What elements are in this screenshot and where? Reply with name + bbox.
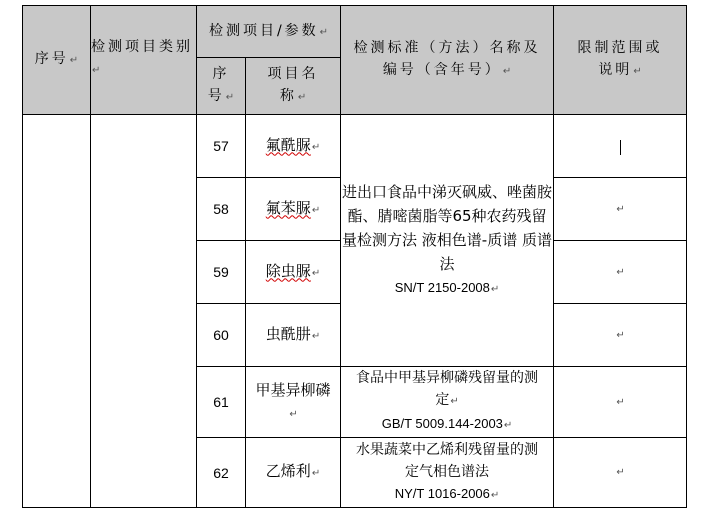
text-cursor [620,140,621,155]
limit-cell[interactable]: ↵ [554,367,687,438]
header-item-no: 序号↵ [197,58,246,115]
standard-cell-2: 食品中甲基异柳磷残留量的测定↵ GB/T 5009.144-2003↵ [341,367,554,438]
item-name: 氟苯脲↵ [246,178,341,241]
limit-cell[interactable]: ↵ [554,241,687,304]
table-row [23,115,687,178]
limit-cell[interactable] [554,115,687,178]
item-no: 58 [197,178,246,241]
limit-cell[interactable]: ↵ [554,304,687,367]
header-standard: 检测标准（方法）名称及 编号（含年号）↵ [341,6,554,115]
header-limit: 限制范围或说明↵ [554,6,687,115]
item-no: 59 [197,241,246,304]
standard-cell-1: 进出口食品中涕灭砜威、唑菌胺酯、腈嘧菌脂等65种农药残留量检测方法 液相色谱-质谱 质谱法 SN/T 2150-2008↵ [341,115,554,367]
category-cell [91,115,197,508]
header-items-group: 检测项目/参数↵ [197,6,341,58]
item-no: 61 [197,367,246,438]
item-no: 62 [197,438,246,508]
header-serial: 序号↵ [23,6,91,115]
limit-cell[interactable]: ↵ [554,178,687,241]
item-no: 60 [197,304,246,367]
item-no: 57 [197,115,246,178]
item-name: 甲基异柳磷↵ [246,367,341,438]
header-row-1 [23,6,687,58]
standards-table [22,5,687,508]
serial-cell [23,115,91,508]
header-item-name: 项目名称↵ [246,58,341,115]
header-category: 检测项目类别↵ [91,6,197,115]
item-name: 乙烯利↵ [246,438,341,508]
item-name: 虫酰肼↵ [246,304,341,367]
item-name: 除虫脲↵ [246,241,341,304]
item-name: 氟酰脲↵ [246,115,341,178]
standard-cell-3: 水果蔬菜中乙烯利残留量的测定气相色谱法 NY/T 1016-2006↵ [341,438,554,508]
limit-cell[interactable]: ↵ [554,438,687,508]
